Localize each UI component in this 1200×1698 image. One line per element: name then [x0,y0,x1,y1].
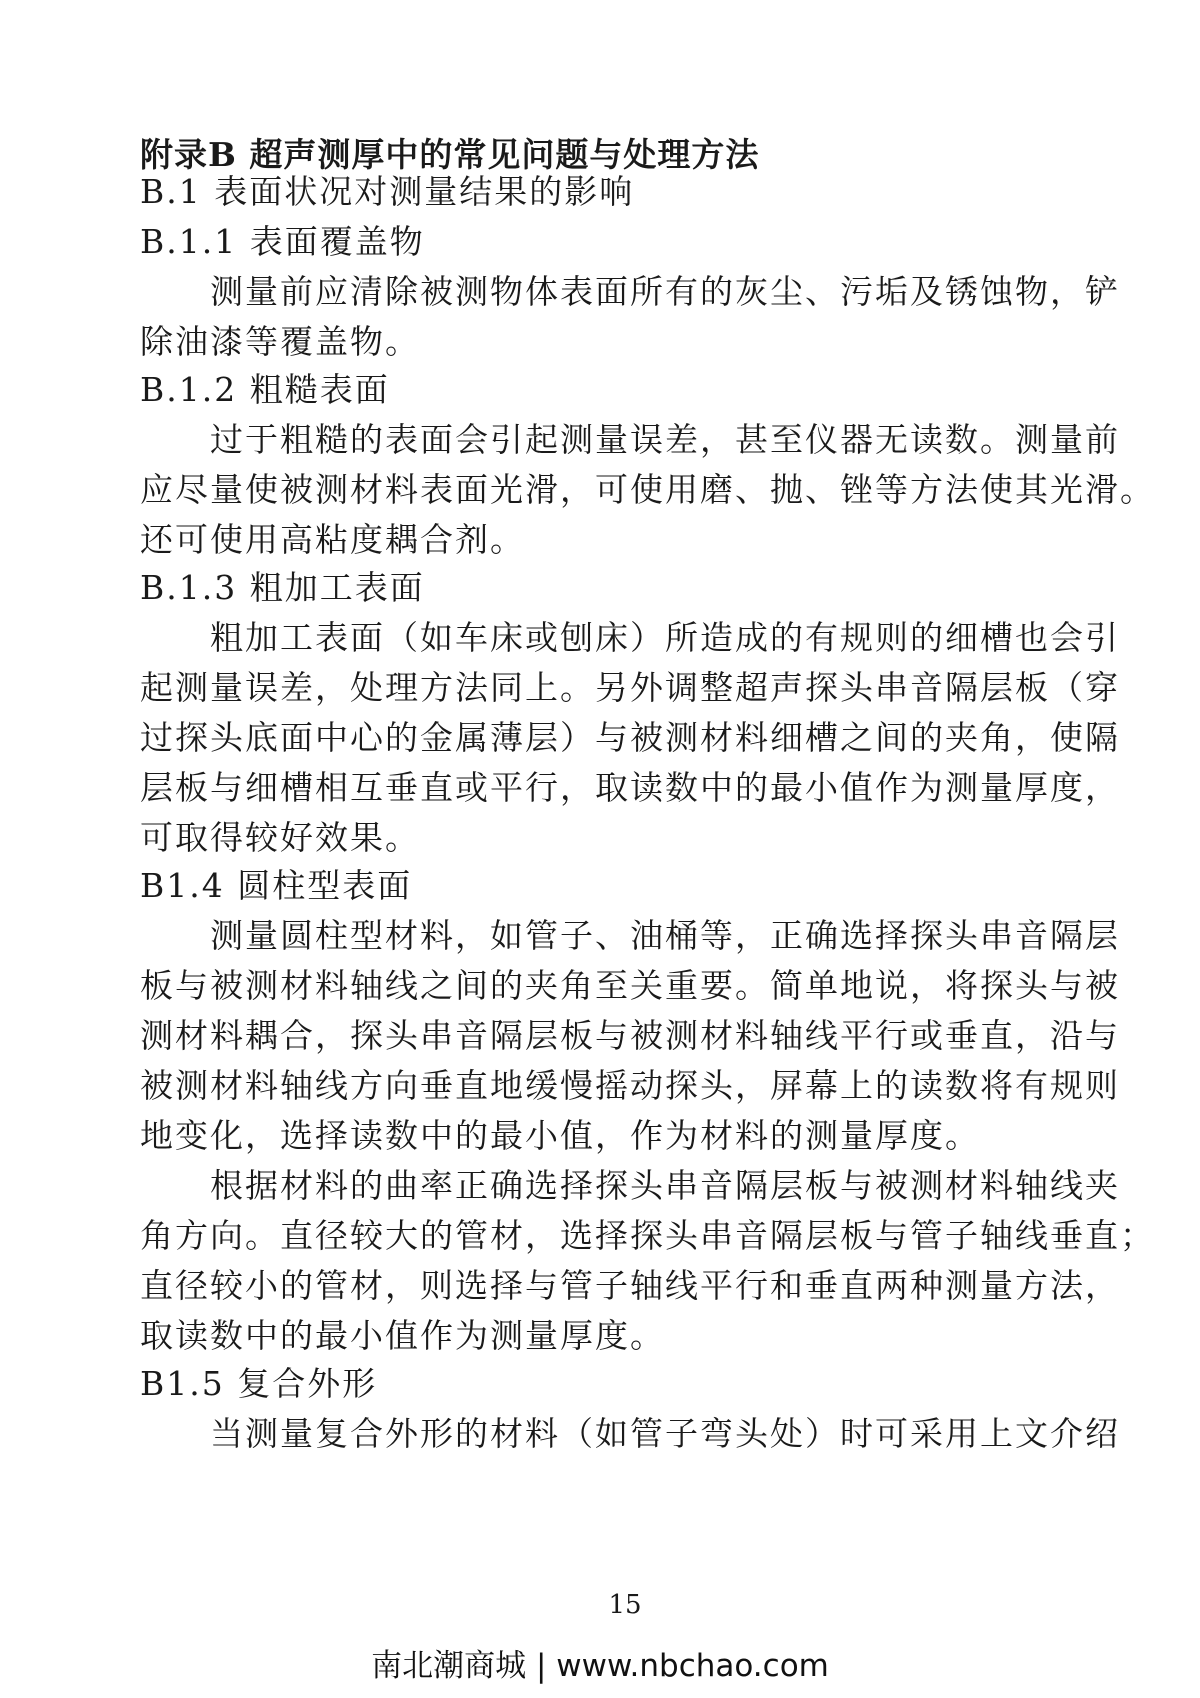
paragraph-line: 板与被测材料轴线之间的夹角至关重要。简单地说，将探头与被 [140,966,1120,1005]
paragraph-line: 根据材料的曲率正确选择探头串音隔层板与被测材料轴线夹 [210,1166,1120,1205]
paragraph-line: 当测量复合外形的材料（如管子弯头处）时可采用上文介绍 [210,1414,1120,1453]
page-number: 15 [608,1590,642,1620]
paragraph-line: 可取得较好效果。 [140,818,420,857]
paragraph-line: 测材料耦合，探头串音隔层板与被测材料轴线平行或垂直，沿与 [140,1016,1120,1055]
paragraph-line: 角方向。直径较大的管材，选择探头串音隔层板与管子轴线垂直； [140,1216,1155,1255]
subsection-heading: B1.5 复合外形 [140,1364,378,1403]
subsection-heading: B.1.2 粗糙表面 [140,370,390,409]
paragraph-line: 还可使用高粘度耦合剂。 [140,520,525,559]
paragraph-line: 地变化，选择读数中的最小值，作为材料的测量厚度。 [140,1116,980,1155]
paragraph-line: 被测材料轴线方向垂直地缓慢摇动探头，屏幕上的读数将有规则 [140,1066,1120,1105]
subsection-heading: B.1.3 粗加工表面 [140,568,425,607]
section-heading: B.1 表面状况对测量结果的影响 [140,172,635,211]
paragraph-line: 过于粗糙的表面会引起测量误差，甚至仪器无读数。测量前 [210,420,1120,459]
appendix-title: 附录B 超声测厚中的常见问题与处理方法 [140,135,760,174]
subsection-heading: B.1.1 表面覆盖物 [140,222,425,261]
paragraph-line: 除油漆等覆盖物。 [140,322,420,361]
paragraph-line: 取读数中的最小值作为测量厚度。 [140,1316,665,1355]
paragraph-line: 粗加工表面（如车床或刨床）所造成的有规则的细槽也会引 [210,618,1120,657]
paragraph-line: 层板与细槽相互垂直或平行，取读数中的最小值作为测量厚度， [140,768,1120,807]
paragraph-line: 测量前应清除被测物体表面所有的灰尘、污垢及锈蚀物，铲 [210,272,1120,311]
footer-watermark: 南北潮商城 | www.nbchao.com [371,1648,829,1684]
paragraph-line: 直径较小的管材，则选择与管子轴线平行和垂直两种测量方法， [140,1266,1120,1305]
paragraph-line: 过探头底面中心的金属薄层）与被测材料细槽之间的夹角，使隔 [140,718,1120,757]
paragraph-line: 测量圆柱型材料，如管子、油桶等，正确选择探头串音隔层 [210,916,1120,955]
document-page [140,0,1155,1698]
paragraph-line: 起测量误差，处理方法同上。另外调整超声探头串音隔层板（穿 [140,668,1120,707]
subsection-heading: B1.4 圆柱型表面 [140,866,413,905]
paragraph-line: 应尽量使被测材料表面光滑，可使用磨、抛、锉等方法使其光滑。 [140,470,1155,509]
